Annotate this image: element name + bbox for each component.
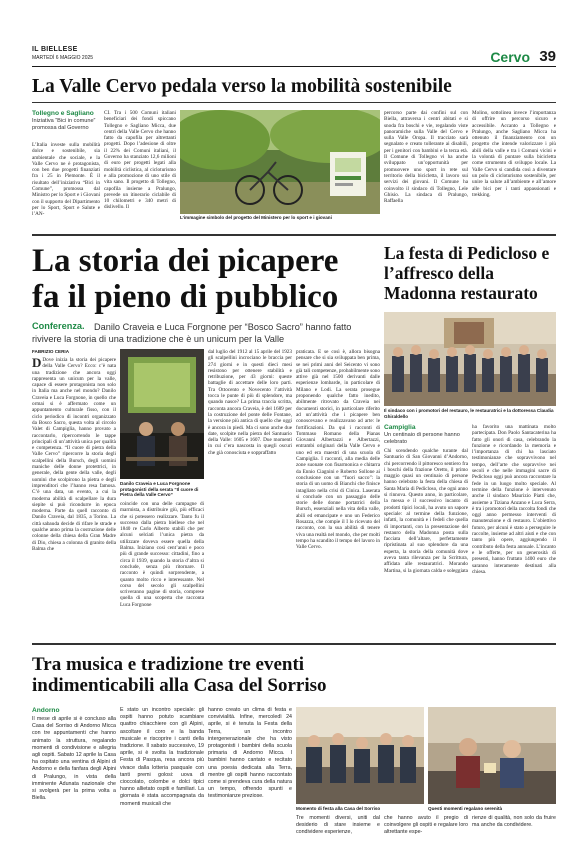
article4-col4: Tre momenti diversi, uniti dal desiderio di stare insieme e condividere esperienze, (296, 815, 380, 836)
article2-photo-caption: Danilo Craveia e Luca Forgnone protagonisti della serata “Il cuore di Pietra della Valle Cervo” (120, 481, 199, 498)
article3-photo-caption: Il sindaco con i promotori del restauro, le restauratrici e la dottoressa Claudia Ghiraldello (384, 408, 554, 419)
article4-col1: Il mese di aprile si è concluso alla Casa del Sorriso di Andorno Micca con tre appuntamenti che hanno animato la struttura, regalando momenti di condivisione e allegria agli ospiti. Sabato 12 aprile la Casa ha ospitato una ventina di Alpini di Andorno e della fanfara degli Alpini di Pralungo, in vista della imminente Adunata nazionale che si svolgerà per la prima volta a Biella. (32, 716, 116, 802)
article4-col2: E stato un incontro speciale: gli ospiti hanno potuto scambiare quattro chiacchiere con gli Alpini, ascoltare il coro e la banda musicale e riscoprire i canti della tradizione. Il sabato successivo, 19 aprile, si è svolta la tradizionale Festa di Pasqua, resa ancora più vivace dalla lotteria pasquale con tanti premi golosi: uova di cioccolato, colombe e dolci tipici hanno allietato ospiti e familiari. La giornata è stata accompagnata da momenti musicali che (120, 707, 204, 807)
newspaper-name: IL BIELLESE (32, 46, 78, 53)
article4-photo1-caption: Momento di festa alla Casa del Sorriso (296, 806, 381, 811)
issue-date: MARTEDÌ 6 MAGGIO 2025 (32, 55, 94, 61)
article4-title-line2: indimenticabili alla Casa del Sorriso (32, 675, 327, 696)
article4-photo2 (428, 707, 556, 804)
article1-kicker: Tollegno e Sagliano (32, 110, 94, 117)
article4-col6: rienze di qualità, non solo da fruire ma anche da condividere. (472, 815, 556, 829)
article1-col1: L’Italia investe sulla mobilità dolce e sostenibile, sia ambientale che sociale, e la Valle Cervo ne è protagonista, con ben due progetti finanziati fra i 25 in Piemonte. È il risultato dell’iniziativa “Bici in Comune”, promossa dal Ministro per lo Sport e i Giovani con il supporto del Dipartimento per lo Sport, Sport e Salute e l’AN- (32, 142, 100, 218)
article4-title-line1: Tra musica e tradizione tre eventi (32, 654, 305, 675)
article1-col2: CI. Tra i 500 Comuni italiani beneficiari dei fondi spiccano Tollegno e Sagliano Micca, due centri della Valle Cervo che hanno fatto da capofila per altrettanti progetti. Dopo l’adesione di oltre il 22% dei Comuni italiani, il Governo ha stanziato 12,6 milioni di euro per progetti legati alla mobilità ciclistica, al cicloturismo e alla promozione di uno stile di vita sano. Il progetto di Tollegno, capofila insieme a Pralungo, prevede un itinerario ciclabile di 10 chilometri e 340 metri di dislivello. Il (104, 110, 176, 211)
article3-col2: ha favorito una mattinata molto partecipata. Don Paolo Santacaterina ha fatto gli onori di casa, celebrando la funzione e ricordando la memoria e l’importanza di chi ha lasciato testimonianze che sopravvivono nel tempo, dell’arte che sopravvive nei secoli e che nelle immagini sacre di Pedicloso oggi può ancora raccontare la fede in un luogo molto speciale. Al termine della funzione è intervenuto anche il sindaco Maurizio Piatti che, assieme a Tiziana Anzano e Luca Serra, è tra i promotori della raccolta fondi che oggi anno permesso interventi di manutenzione e di restauro. L’obiettivo futuro, per alcuni è stato a perseguire le raccolte, insieme ad altri aiuti e che con tanto più opere, aggiungendo il contributo della festa annuale. L’incanto e le offerte, per un generosità di presenti, hanno fruttato 1400 euro che saranno interamente destinati alla chiesa. (472, 424, 556, 575)
article3-bottom-rule (32, 643, 556, 645)
article2-dropcap: D (32, 357, 42, 370)
article2-col2: coincide con una delle campagne di marmista, a distribuire giù, più efficaci che si potessero realizzare. Tanto fu il successo dalla pietra biellese che nel 1840 re Carlo Alberto stabilì che per alcuni selciati l’unica pietra da utilizzare doveva essere quella della Balma. Iniziano così cent’anni e poco più di grande successo: cittadini, fino a circa il 1939, quando la storia d’altra si conclude, senza più ritornare. Il racconto è quindi sorprendente, a quanto molto ricco e interessante. Nel corso del secolo gli scalpellini scriveranno pagine di storia, comprese quella di una scoperta che racconta Luca Forgnone (120, 501, 204, 608)
article3-subtitle: Un centinaio di persone hanno celebrato (384, 432, 460, 445)
article1-col4: Molino, sottolinea invece l’importanza di offrire un percorso sicuro e accessibile. Accanto a Tollegno e Pralungo, anche Sagliano Micca ha ottenuto il finanziamento con un progetto che intende valorizzare i più abili della valle e tra i Comuni vicini e la volontà di puntare sulla bicicletta come strumento di sviluppo locale. La Valle Cervo si candida così a diventare un polo di cicloturismo sostenibile, per unire la salute all’ambiente e all’amore alle bici per i tanti appassionati e trekking. (472, 110, 556, 198)
article2-col4: praticata. E se così è, allora bisogna pensare che si sia sviluppata ben prima, se nei primi anni del Seicento vi sono già tali competenze, probabilmente sono attive già nel 1500 derivanti dalle esperienze lombarde, in particolare di Milano e Lodi. La serata prosegue proponendo qualche fatto inedito, abilmente ritrovato da Craveia nei documenti storici, in particolare riferito ad un’attività che i picapere ben conoscevano e realizzavano ad arte: le fortificazioni. Da qui i racconti di Tommaso Romano della Pianas Giovanni Albertazzi e Albertazzi, entrambi originari della Valle Cervo e uno ed era maestri di una scuola di Campiglia. I racconti, alla media delle zone suonate con fisarmonica e chitarra da Ennio Ciagnini e Roberto Sollone ai conclusione con un “fuori sacco”: la storia di un uomo di Bianchi che finisce intagliato nella crisi di Cinica. Laserata si conclude con un passaggio delle storie delle donne portatrici della Bursch, essenziali nella vita della valle, abili ed emancipate e uno un Federico Rosazza, che compie il I lo ricevuto del racconto, con la sua abilità di tenere viva una realtà nel mondo, che per molti tempo ha scandito il tempo del lavoro in Valle Cervo. (296, 349, 380, 551)
article2-col3: dal luglio del 1912 al 15 aprile del 1923 gli scalpellini incrociano le braccia per 274 giorni e in questi dieci mesi resistono per ottenere stabilità e retribuzione, per 43 giorni: queste battaglie di accettare delle loro parti. Tra Ottocento e Novecento l’attività tocca le punte di più di splendore, ma quando nasce? La prima traccia scritta, racconta ancora Craveia, è del 1689 per la costruzione del ponte delle Fontane, la versione più antica di quello che oggi è ancora in piedi. Ma ci sono anche due date, scolpite nella pietra del Santuario della Valle: 1605 e 1607. Due momenti in cui c’era nascosta in quegli oscuri che già conosciuta e soppraffatto (208, 349, 292, 456)
article2-col1 (32, 357, 116, 639)
article1-top-rule (32, 102, 556, 103)
article2-title-line2: fa il pieno di pubblico (32, 279, 339, 315)
article2-photo (120, 349, 204, 479)
article4-photo1 (296, 707, 424, 804)
section-name: Cervo (490, 49, 530, 65)
page-number: 39 (539, 48, 556, 65)
article2-col1-text: Dove inizia la storia dei picapere della Valle Cervo? Ecco: c’è nata una tradizione che ancora oggi rappresenta un unicum per la valle, capace di essere protagonista non solo in Italia ma anche nel mondo? Danilo Craveia e Luca Forgnone, in quello che ormai si è affermato come un appuntamento culturale fisso, con il ciclo periodico di incontri organizzato da Bosco Sacro, questa volta al circolo Valet di Campiglia, hanno provato a raccontarlo, ripercorrendo le tappe principali di un’attività unica per qualità e competenza. “Il cuore di pietra della Valle Cervo” ripercorre la storia degli scalpellini della Bursch, degli uomini maniche delle donne protettrici, in generale, della gente della valle, degli uomini che scolpirono la pietra e degli imprenditori che l’hanno resa famosa. C’è una data, un evento, a cui la moderna abilità di scalpellare la dura siepite sì può ricondurre in epoca moderna. Parte da quell racconto di Danilo Craveia, dal 1835, a Torino. La città sabauda decide di rifare le strade e qualche anno prima la costruzione delle colonne della chiesa della Gran Madre di Dio, chiesa a colonna di granito della Balma che (32, 357, 116, 552)
article2-title-line1: La storia dei picapere (32, 243, 339, 279)
article4-col3: hanno creato un clima di festa e convivialità. Infine, mercoledì 24 aprile, si è tenuta la Festa della Terra, un incontro intergenerazionale che ha visto protagonisti i bambini della scuola primaria di Andorno Micca. I bambini hanno cantato e recitato una poesia dedicata alla Terra, mentre gli ospiti hanno raccontato come si prendeva cura della natura un tempo, offrendo spunti e testimonianze preziose. (208, 707, 292, 800)
article4-photo2-caption: Questi momenti regalano serenità (428, 806, 503, 811)
article2-kicker: Conferenza. (32, 321, 85, 331)
article3-col1: Chi scendendo qualche turante dal Santuario di San Giovanni d’Andorno, chi percorrendo il pittoresco sentiero fra i boschi della frazione Oretto, il primo maggio quasi un centinaio di persone hanno celebrato la festa della chiesa di Santa Maria di Pedicloso, che ogni anno si rinnova. Questo anno, in particolare, la messa e il successivo incanto di prodotti tipici locali, ha avuto un sapore speciale: al termine della funzione, infatti, la comunità e i fedeli che quella di importanti, con la presentazione del restauro della Madonna posta sulla facciata dell’altare, perfettamente ripristinata al suo splendore da una esperta, la storia della comunità dove aveva tanta rilevanza per la Scrittura, affidata alle restauratrici. Morando Martina, si la giornata calda e soleggiata (384, 448, 468, 574)
article2-subtitle: Danilo Craveia e Luca Forgnone per “Bosco Sacro” hanno fatto rivivere la storia di una tradizione che è un unicum per la Valle (32, 322, 352, 344)
article3-title: La festa di Pedicloso e l’affresco della Madonna restaurato (384, 243, 550, 303)
masthead-rule (32, 66, 556, 67)
article1-bottom-rule (32, 234, 556, 236)
article2-byline: FABRIZIO CERIA (32, 349, 70, 354)
article4-kicker: Andorno (32, 707, 60, 714)
article1-photo-caption: L’immagine simbolo del progetto del Ministero per lo sport e i giovani (180, 215, 332, 220)
article1-title: La Valle Cervo pedala verso la mobilità sostenibile (32, 76, 452, 97)
article1-col3: percorso parte dai confini sul con Biella, attraversa i centri abitati e si snoda fra boschi e vie, regalando viste panoramiche sulla Valle del Cervo e sulla Valle Oropa. Il tracciato sarà segnalato e creato tollerante ai disabili, per i genitori con bambini e la terza età. Il Comune di Tollegno vi ha anche sviluppato un’opportunità per promuovere uno sport in rete sul territorio della bicicletta, il lavoro sui servizi dei giovani. Il Comune ha coinvolto il sindaco di Tollegno, Lele Ghisio. La sindaca di Pralungo, Raffaella (384, 110, 468, 205)
article4-col5: che hanno avuto il pregio di coinvolgere gli ospiti e regalare loro altrettante espe- (384, 815, 468, 836)
article1-photo (180, 110, 380, 214)
article3-kicker: Campiglia (384, 424, 416, 431)
article3-photo (384, 312, 556, 406)
article1-subtitle: Iniziativa “Bici in comune” promossa dal Governo (32, 118, 96, 131)
masthead (32, 46, 556, 72)
